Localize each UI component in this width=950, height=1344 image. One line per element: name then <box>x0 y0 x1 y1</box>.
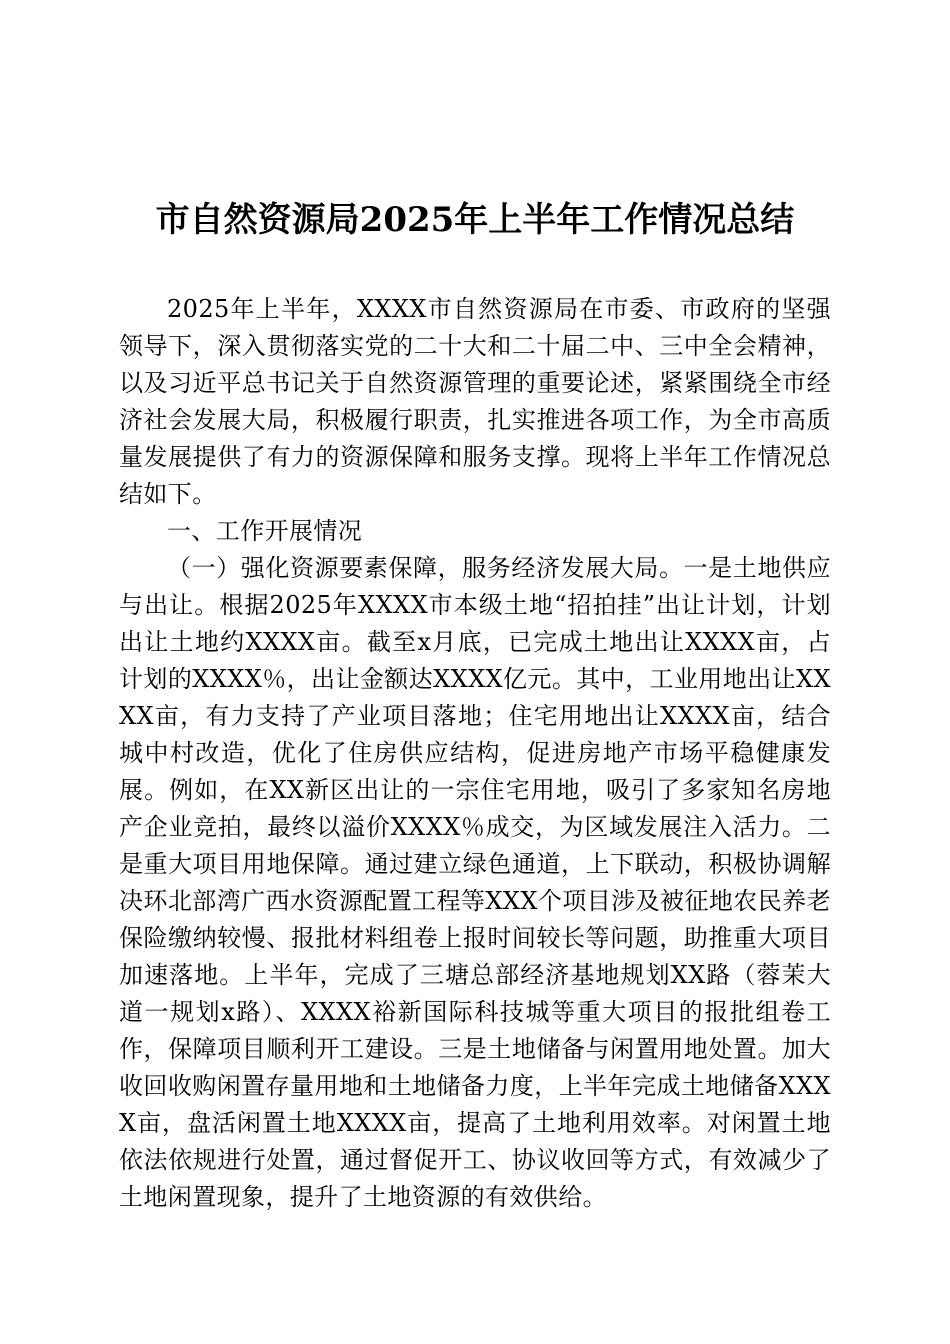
document-title: 市自然资源局2025年上半年工作情况总结 <box>155 200 795 240</box>
section-paragraph: （一）强化资源要素保障，服务经济发展大局。一是土地供应与出让。根据2025年XXXX市本级土地“招拍挂”出让计划，计划出让土地约XXXX亩。截至x月底，已完成土地出让XXXX亩，占计划的XXXX％，出让金额达XXXX亿元。其中，工业用地出让XXXX亩，有力支持了产业项目落地；住宅用地出让XXXX亩，结合城中村改造，优化了住房供应结构，促进房地产市场平稳健康发展。例如，在XX新区出让的一宗住宅用地，吸引了多家知名房地产企业竞拍，最终以溢价XXXX％成交，为区域发展注入活力。二是重大项目用地保障。通过建立绿色通道，上下联动，积极协调解决环北部湾广西水资源配置工程等XXX个项目涉及被征地农民养老保险缴纳较慢、报批材料组卷上报时间较长等问题，助推重大项目加速落地。上半年，完成了三塘总部经济基地规划XX路（蓉茉大道一规划x路）、XXXX裕新国际科技城等重大项目的报批组卷工作，保障项目顺利开工建设。三是土地储备与闲置用地处置。加大收回收购闲置存量用地和土地储备力度，上半年完成土地储备XXXX亩，盘活闲置土地XXXX亩，提高了土地利用效率。对闲置土地依法依规进行处置，通过督促开工、协议收回等方式，有效减少了土地闲置现象，提升了土地资源的有效供给。 <box>119 554 831 1211</box>
intro-paragraph: 2025年上半年，XXXX市自然资源局在市委、市政府的坚强领导下，深入贯彻落实党的二十大和二十届二中、三中全会精神，以及习近平总书记关于自然资源管理的重要论述，紧紧围绕全市经济社会发展大局，积极履行职责，扎实推进各项工作，为全市高质量发展提供了有力的资源保障和服务支撑。现将上半年工作情况总结如下。 <box>119 295 831 508</box>
document-body <box>119 291 831 1216</box>
section-heading: 一、工作开展情况 <box>167 517 363 545</box>
